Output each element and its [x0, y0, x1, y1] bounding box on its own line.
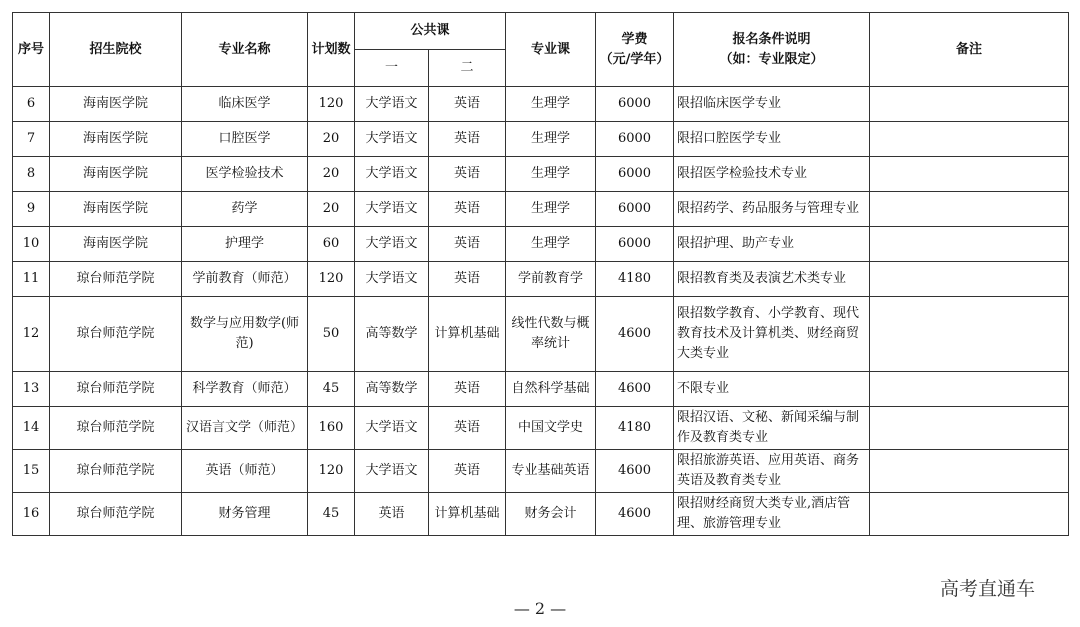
cell-remarks [870, 122, 1069, 157]
cell-school: 琼台师范学院 [50, 372, 182, 407]
page-number: — 2 — [513, 599, 567, 618]
cell-seq: 13 [13, 372, 50, 407]
table-header [13, 13, 1069, 87]
cell-tuition: 4600 [596, 297, 674, 372]
header-remarks: 备注 [870, 13, 1069, 87]
cell-tuition: 4600 [596, 450, 674, 493]
table-row [13, 227, 1069, 262]
header-public-1: 一 [355, 50, 429, 87]
cell-tuition: 6000 [596, 157, 674, 192]
cell-public-1: 大学语文 [355, 227, 429, 262]
table-row [13, 87, 1069, 122]
cell-public-1: 大学语文 [355, 122, 429, 157]
cell-remarks [870, 157, 1069, 192]
cell-remarks [870, 407, 1069, 450]
cell-quota: 45 [308, 372, 355, 407]
cell-tuition: 4180 [596, 407, 674, 450]
cell-seq: 9 [13, 192, 50, 227]
cell-major: 数学与应用数学(师范) [182, 297, 308, 372]
header-conditions-line2: （如：专业限定） [719, 51, 824, 67]
cell-major-course: 财务会计 [506, 493, 596, 536]
cell-public-2: 英语 [429, 87, 506, 122]
cell-major: 汉语言文学（师范） [182, 407, 308, 450]
table-row [13, 192, 1069, 227]
cell-public-2: 英语 [429, 192, 506, 227]
watermark: 高考直通车 [940, 578, 1036, 600]
cell-school: 海南医学院 [50, 157, 182, 192]
header-tuition-line2: （元/学年） [599, 51, 670, 67]
table-row [13, 407, 1069, 450]
cell-quota: 45 [308, 493, 355, 536]
cell-public-1: 大学语文 [355, 407, 429, 450]
cell-public-2: 英语 [429, 157, 506, 192]
cell-quota: 20 [308, 157, 355, 192]
cell-remarks [870, 372, 1069, 407]
cell-major: 护理学 [182, 227, 308, 262]
header-major: 专业名称 [182, 13, 308, 87]
cell-public-2: 英语 [429, 407, 506, 450]
cell-major-course: 生理学 [506, 87, 596, 122]
table-row [13, 157, 1069, 192]
cell-tuition: 6000 [596, 122, 674, 157]
header-public-2: 二 [429, 50, 506, 87]
cell-seq: 14 [13, 407, 50, 450]
cell-public-2: 英语 [429, 450, 506, 493]
cell-conditions: 限招数学教育、小学教育、现代教育技术及计算机类、财经商贸大类专业 [674, 297, 870, 372]
admissions-plan-table [12, 12, 1069, 536]
cell-public-2: 英语 [429, 262, 506, 297]
cell-tuition: 6000 [596, 87, 674, 122]
cell-major: 英语（师范） [182, 450, 308, 493]
table-row [13, 262, 1069, 297]
cell-major: 学前教育（师范） [182, 262, 308, 297]
cell-major-course: 线性代数与概率统计 [506, 297, 596, 372]
cell-conditions: 限招教育类及表演艺术类专业 [674, 262, 870, 297]
cell-quota: 160 [308, 407, 355, 450]
cell-school: 琼台师范学院 [50, 450, 182, 493]
cell-remarks [870, 192, 1069, 227]
cell-major: 临床医学 [182, 87, 308, 122]
cell-public-1: 高等数学 [355, 297, 429, 372]
table-body [13, 87, 1069, 536]
cell-seq: 7 [13, 122, 50, 157]
cell-remarks [870, 227, 1069, 262]
cell-seq: 6 [13, 87, 50, 122]
header-conditions [674, 13, 870, 87]
cell-quota: 20 [308, 192, 355, 227]
cell-public-1: 大学语文 [355, 450, 429, 493]
header-conditions-line1: 报名条件说明 [732, 31, 811, 47]
cell-major-course: 生理学 [506, 227, 596, 262]
table-row [13, 372, 1069, 407]
table-row [13, 493, 1069, 536]
cell-public-1: 大学语文 [355, 262, 429, 297]
header-seq: 序号 [13, 13, 50, 87]
cell-seq: 8 [13, 157, 50, 192]
cell-public-2: 计算机基础 [429, 297, 506, 372]
cell-major-course: 生理学 [506, 157, 596, 192]
cell-seq: 16 [13, 493, 50, 536]
cell-major-course: 中国文学史 [506, 407, 596, 450]
cell-public-2: 英语 [429, 227, 506, 262]
cell-tuition: 4600 [596, 372, 674, 407]
cell-school: 海南医学院 [50, 192, 182, 227]
cell-conditions: 不限专业 [674, 372, 870, 407]
header-tuition-line1: 学费 [621, 31, 648, 47]
cell-school: 海南医学院 [50, 87, 182, 122]
cell-public-2: 英语 [429, 122, 506, 157]
header-major-course: 专业课 [506, 13, 596, 87]
cell-public-2: 计算机基础 [429, 493, 506, 536]
cell-quota: 50 [308, 297, 355, 372]
cell-conditions: 限招药学、药品服务与管理专业 [674, 192, 870, 227]
cell-remarks [870, 87, 1069, 122]
cell-remarks [870, 262, 1069, 297]
cell-remarks [870, 450, 1069, 493]
cell-quota: 120 [308, 262, 355, 297]
cell-school: 琼台师范学院 [50, 493, 182, 536]
cell-seq: 12 [13, 297, 50, 372]
table-row [13, 122, 1069, 157]
cell-major-course: 生理学 [506, 122, 596, 157]
cell-remarks [870, 297, 1069, 372]
cell-major: 药学 [182, 192, 308, 227]
cell-major-course: 专业基础英语 [506, 450, 596, 493]
cell-major: 财务管理 [182, 493, 308, 536]
cell-conditions: 限招临床医学专业 [674, 87, 870, 122]
cell-seq: 10 [13, 227, 50, 262]
cell-major-course: 学前教育学 [506, 262, 596, 297]
cell-conditions: 限招旅游英语、应用英语、商务英语及教育类专业 [674, 450, 870, 493]
cell-public-1: 高等数学 [355, 372, 429, 407]
cell-tuition: 4600 [596, 493, 674, 536]
cell-conditions: 限招护理、助产专业 [674, 227, 870, 262]
cell-public-2: 英语 [429, 372, 506, 407]
cell-seq: 11 [13, 262, 50, 297]
header-quota: 计划数 [308, 13, 355, 87]
table-row [13, 450, 1069, 493]
table-row [13, 297, 1069, 372]
cell-tuition: 6000 [596, 192, 674, 227]
cell-conditions: 限招财经商贸大类专业,酒店管理、旅游管理专业 [674, 493, 870, 536]
cell-public-1: 大学语文 [355, 87, 429, 122]
cell-remarks [870, 493, 1069, 536]
cell-conditions: 限招汉语、文秘、新闻采编与制作及教育类专业 [674, 407, 870, 450]
cell-tuition: 4180 [596, 262, 674, 297]
header-public-course: 公共课 [355, 13, 506, 50]
cell-major: 口腔医学 [182, 122, 308, 157]
cell-tuition: 6000 [596, 227, 674, 262]
cell-school: 海南医学院 [50, 227, 182, 262]
header-school: 招生院校 [50, 13, 182, 87]
cell-school: 海南医学院 [50, 122, 182, 157]
cell-quota: 120 [308, 450, 355, 493]
cell-school: 琼台师范学院 [50, 297, 182, 372]
cell-public-1: 大学语文 [355, 192, 429, 227]
cell-quota: 20 [308, 122, 355, 157]
cell-seq: 15 [13, 450, 50, 493]
header-tuition [596, 13, 674, 87]
cell-quota: 120 [308, 87, 355, 122]
cell-major-course: 自然科学基础 [506, 372, 596, 407]
cell-school: 琼台师范学院 [50, 262, 182, 297]
cell-major: 科学教育（师范） [182, 372, 308, 407]
cell-conditions: 限招医学检验技术专业 [674, 157, 870, 192]
cell-major-course: 生理学 [506, 192, 596, 227]
cell-conditions: 限招口腔医学专业 [674, 122, 870, 157]
cell-school: 琼台师范学院 [50, 407, 182, 450]
cell-quota: 60 [308, 227, 355, 262]
cell-public-1: 大学语文 [355, 157, 429, 192]
cell-major: 医学检验技术 [182, 157, 308, 192]
cell-public-1: 英语 [355, 493, 429, 536]
